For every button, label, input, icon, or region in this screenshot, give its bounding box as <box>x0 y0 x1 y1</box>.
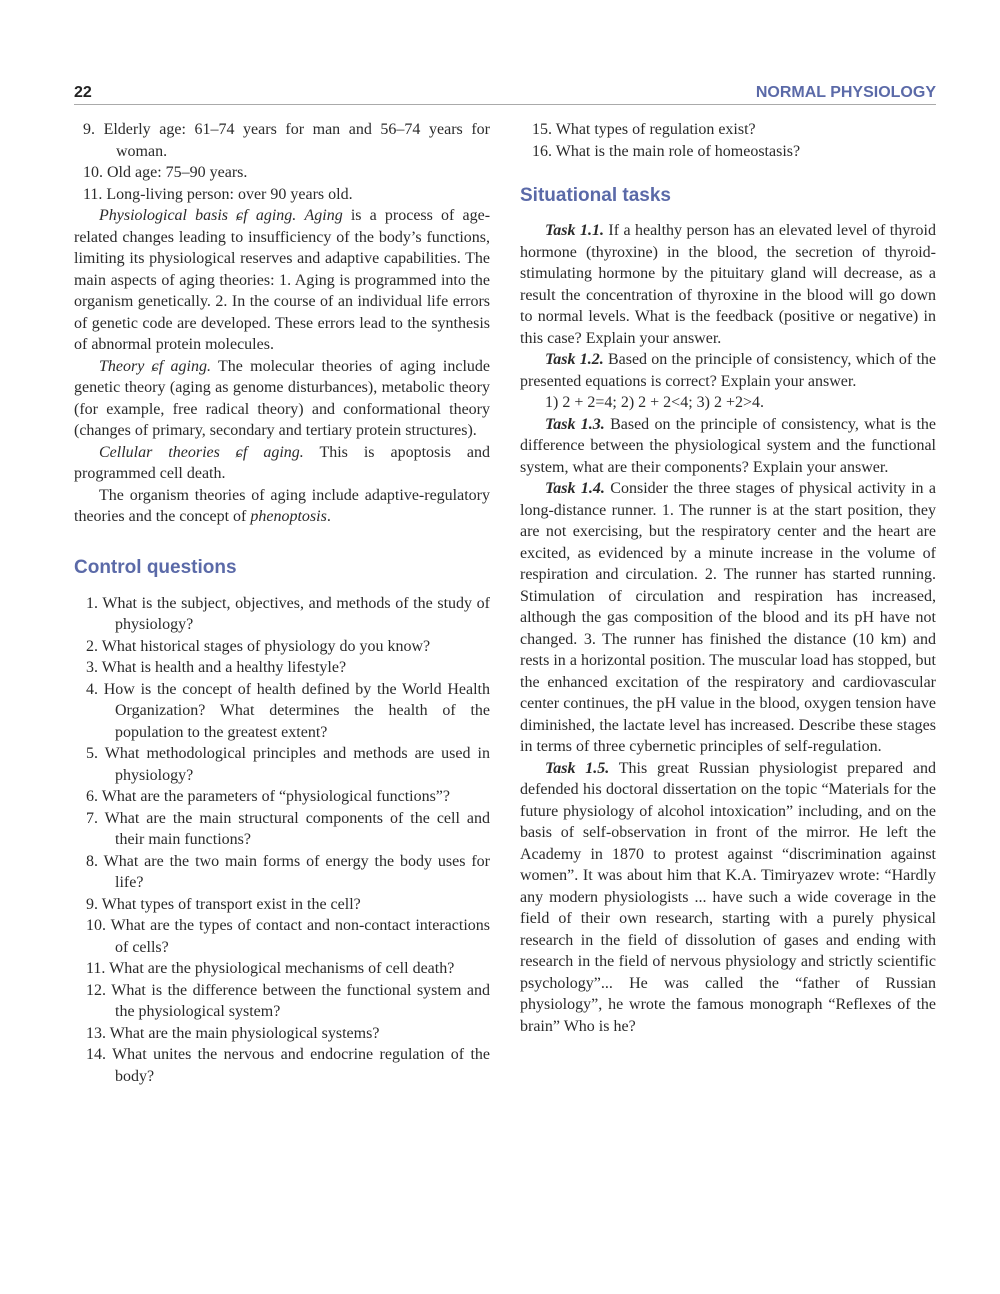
question: 12. What is the difference between the functional system and the physiological system? <box>86 981 490 1020</box>
task-text: Consider the three stages of physical activity in a long-distance runner. 1. The runner is at the start position, they are not exercising, but the respiratory center and the heart are excited, as evidenced by a minute increase in the volume of respiration and circulation. 2. The runner has started running. Stimulation of circulation and respiration has increased, although the gas composition of the blood and its pH have not changed. 3. The runner has finished the distance (10 km) and rests in a horizontal position. The muscular load has stopped, but the enhanced excitation of the respiratory and cardiovascular center continues, the pH value in the blood, oxygen tension have diminished, the lactate level has increased. Describe these stages in terms of three cybernetic principles of self-regulation. <box>520 480 937 755</box>
task-label: Task 1.3. <box>545 415 605 433</box>
control-questions-heading: Control questions <box>74 556 237 578</box>
task-text: 1) 2 + 2=4; 2) 2 + 2<4; 3) 2 +2>4. <box>545 394 765 411</box>
question: 14. What unites the nervous and endocrine regulation of the body? <box>86 1046 490 1085</box>
task <box>520 478 936 758</box>
task-equations <box>520 392 936 414</box>
paragraph-text: This is apoptosis and programmed cell death. <box>74 443 491 482</box>
page-header <box>74 84 936 105</box>
question: 6. What are the parameters of “physiological functions”? <box>86 788 451 805</box>
paragraph-organism <box>74 485 490 528</box>
question: 4. How is the concept of health defined by the World Health Organization? What determines the health of the population to the greatest extent? <box>86 680 490 741</box>
question: 11. What are the physiological mechanisms of cell death? <box>86 960 455 977</box>
question: 1. What is the subject, objectives, and methods of the study of physiology? <box>86 594 490 633</box>
task-text: Based on the principle of consistency, what is the difference between the physiological system and the functional system, what are their components? Explain your answer. <box>520 415 937 476</box>
age-item: 11. Long-living person: over 90 years old. <box>83 185 353 203</box>
paragraph-text: The organism theories of aging include adaptive-regulatory theories and the concept of <box>74 486 490 525</box>
run-in-heading: Physiological basis ɕf aging. <box>99 207 297 224</box>
task-text: This great Russian physiologist prepared and defended his doctoral dissertation on the topic “Materials for the future physiology of alcohol intoxication” including, and on the basis of self-observation in front of the mirror. He left the Academy in 1870 to protest against “discrimination against women”. It was about him that K.A. Timiryazev wrote: “Hardly any modern physiologists ... have such a wide coverage in the field of their own research, starting with a purely physical research in the field of dissolution of gases and ending with research in the field of nervous physiology and strictly scientific psychology”... He was called the “father of Russian physiology”, he wrote the famous monograph “Reflexes of the brain” Who is he? <box>520 759 936 1035</box>
question: 13. What are the main physiological systems? <box>86 1024 380 1042</box>
term: Aging <box>304 207 343 224</box>
left-column <box>74 119 490 1087</box>
question: 9. What types of transport exist in the cell? <box>86 895 361 913</box>
question-list <box>74 593 490 1088</box>
paragraph-text: is a process of age-related changes leading to insufficiency of the body’s functions, limiting its physiological reserves and adaptive capabilities. The main aspects of aging theories: 1. Aging is programmed into the organism genetically. 2. In the course of an individual life errors of genetic code are developed. These errors lead to the synthesis of abnormal protein molecules. <box>74 207 491 353</box>
task <box>520 349 936 392</box>
age-item: 10. Old age: 75–90 years. <box>83 164 248 181</box>
task-label: Task 1.1. <box>545 222 604 239</box>
question: 10. What are the types of contact and non-contact interactions of cells? <box>86 917 490 956</box>
paragraph-cellular <box>74 442 490 485</box>
running-title: NORMAL PHYSIOLOGY <box>755 84 936 101</box>
page-number: 22 <box>74 84 92 101</box>
situational-tasks-heading: Situational tasks <box>520 185 671 206</box>
paragraph-text: The molecular theories of aging include genetic theory (aging as genome disturbances), metabolic theory (for example, free radical theory) and conformational theory (changes of primary, secondary and tertiary protein structures). <box>74 357 490 439</box>
question: 5. What methodological principles and methods are used in physiology? <box>86 745 490 784</box>
question: 8. What are the two main forms of energy the body uses for life? <box>86 852 490 891</box>
question: 7. What are the main structural components of the cell and their main functions? <box>86 809 490 848</box>
task-label: Task 1.5. <box>545 759 610 777</box>
task-label: Task 1.2. <box>545 351 604 368</box>
task-label: Task 1.4. <box>545 480 605 497</box>
task <box>520 414 936 479</box>
run-in-heading: Theory ɕf aging. <box>99 357 211 375</box>
paragraph-theory <box>74 356 490 442</box>
task <box>520 220 936 349</box>
paragraph-physiological-basis <box>74 205 490 356</box>
paragraph-text: . <box>326 508 331 525</box>
question: 3. What is health and a healthy lifestyle? <box>86 659 347 676</box>
question-list-continued <box>520 119 936 162</box>
task-text: Based on the principle of consistency, which of the presented equations is correct? Explain your answer. <box>520 351 936 390</box>
right-column <box>520 119 936 1037</box>
question: 16. What is the main role of homeostasis? <box>532 142 801 160</box>
run-in-heading: Cellular theories ɕf aging. <box>99 443 304 461</box>
question: 2. What historical stages of physiology do you know? <box>86 637 431 655</box>
task <box>520 758 936 1038</box>
task-text: If a healthy person has an elevated level of thyroid hormone (thyroxine) in the blood, the secretion of thyroid-stimulating hormone by the pituitary gland will decrease, as a result the concentration of thyroxine in the blood will go down to normal levels. What is the feedback (positive or negative) in this case? Explain your answer. <box>520 222 937 347</box>
question: 15. What types of regulation exist? <box>532 121 756 138</box>
age-item: 9. Elderly age: 61–74 years for man and 56–74 years for woman. <box>83 121 490 160</box>
term: phenoptosis <box>250 508 327 525</box>
